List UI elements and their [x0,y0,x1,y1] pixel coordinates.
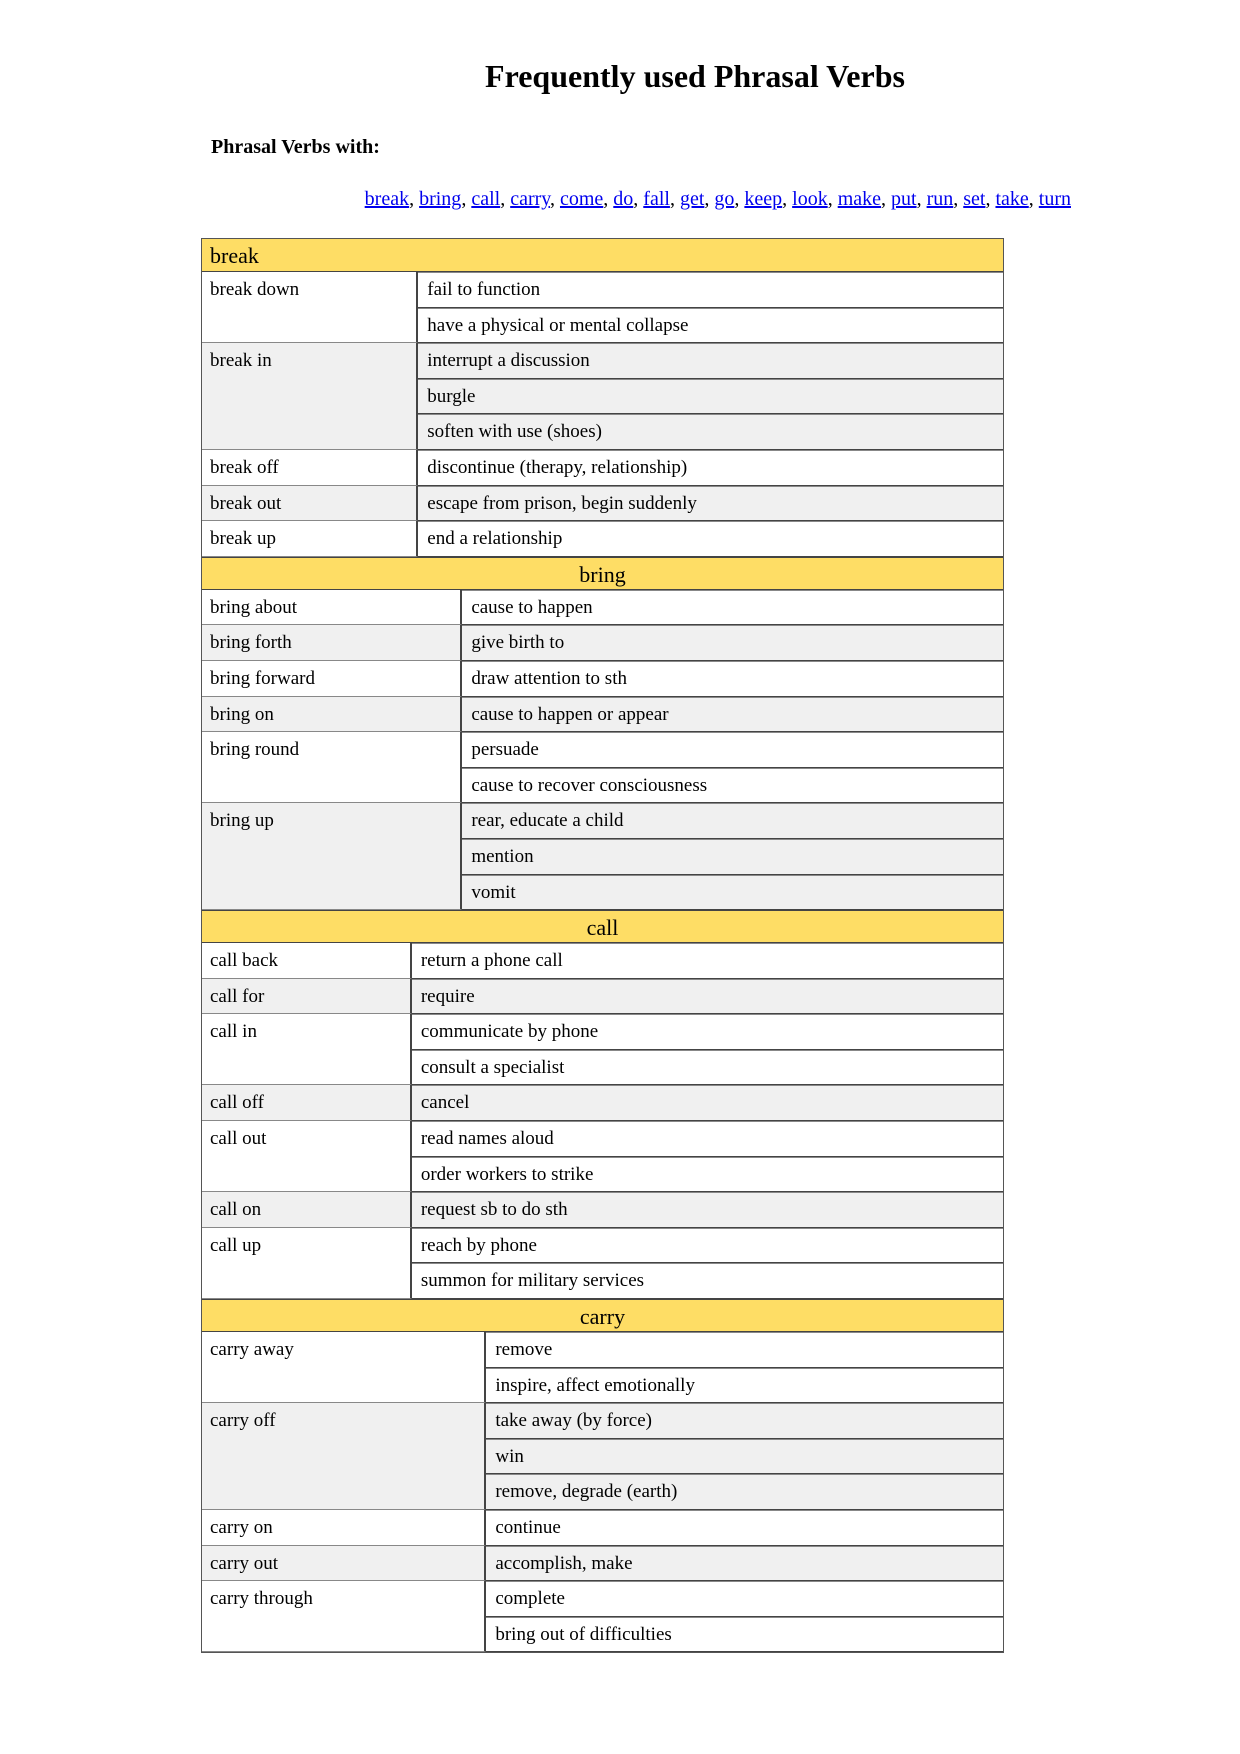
phrasal-verb: break down [202,272,418,343]
section-call [202,910,1003,1299]
page-title: Frequently used Phrasal Verbs [485,58,905,94]
table-row [202,1581,1003,1652]
definitions [486,1510,1003,1546]
verb-link-carry[interactable]: carry [510,188,550,210]
definitions [418,521,1003,557]
definition: cause to happen [462,590,1003,626]
section-bring [202,557,1003,910]
definition: discontinue (therapy, relationship) [418,450,1003,486]
verb-link-fall[interactable]: fall [643,188,670,210]
phrasal-verb: bring about [202,590,462,626]
definition: fail to function [418,272,1003,308]
phrasal-verb: carry on [202,1510,486,1546]
link-separator: , [985,188,996,210]
verb-link-keep[interactable]: keep [744,188,783,210]
definitions [418,343,1003,450]
table-row [202,732,1003,803]
definition: mention [462,839,1003,875]
verb-link-call[interactable]: call [471,188,501,210]
definitions [412,979,1003,1015]
phrasal-verb: carry through [202,1581,486,1652]
link-separator: , [500,188,511,210]
definition: take away (by force) [486,1403,1003,1439]
phrasal-verb: call on [202,1192,412,1228]
definition: burgle [418,379,1003,415]
definition: read names aloud [412,1121,1003,1157]
definitions [486,1546,1003,1582]
link-separator: , [827,188,838,210]
definition: soften with use (shoes) [418,414,1003,450]
definition: remove [486,1332,1003,1368]
definition: rear, educate a child [462,803,1003,839]
definition: summon for military services [412,1263,1003,1299]
definitions [462,732,1003,803]
link-separator: , [953,188,964,210]
verb-link-do[interactable]: do [613,188,634,210]
definition: require [412,979,1003,1015]
phrasal-verb: carry off [202,1403,486,1510]
verb-link-bring[interactable]: bring [419,188,462,210]
section-carry [202,1299,1003,1652]
definition: consult a specialist [412,1050,1003,1086]
table-row [202,661,1003,697]
definitions [412,943,1003,979]
definition: vomit [462,875,1003,911]
verb-link-break[interactable]: break [364,188,410,210]
definition: communicate by phone [412,1014,1003,1050]
table-row [202,1510,1003,1546]
link-separator: , [461,188,472,210]
link-separator: , [409,188,420,210]
definitions [412,1121,1003,1192]
table-row [202,1403,1003,1510]
table-row [202,486,1003,522]
verb-link-make[interactable]: make [837,188,882,210]
definitions [486,1332,1003,1403]
section-heading: break [202,239,1003,272]
verb-link-go[interactable]: go [714,188,735,210]
verb-link-run[interactable]: run [926,188,954,210]
phrasal-verb: call off [202,1085,412,1121]
definition: bring out of difficulties [486,1617,1003,1653]
verb-links [0,188,1071,211]
link-separator: , [881,188,892,210]
subtitle: Phrasal Verbs with: [211,136,380,158]
definition: return a phone call [412,943,1003,979]
definition: continue [486,1510,1003,1546]
definition: cause to recover consciousness [462,768,1003,804]
link-separator: , [603,188,614,210]
phrasal-verb: break off [202,450,418,486]
definitions [462,590,1003,626]
verb-link-come[interactable]: come [559,188,604,210]
table-row [202,803,1003,910]
definitions [462,697,1003,733]
phrasal-verb: break in [202,343,418,450]
phrasal-verb: call for [202,979,412,1015]
table-row [202,1228,1003,1299]
definition: complete [486,1581,1003,1617]
definition: cancel [412,1085,1003,1121]
section-heading: bring [202,557,1003,590]
phrasal-verb: carry out [202,1546,486,1582]
phrasal-verb: call in [202,1014,412,1085]
table-row [202,343,1003,450]
definition: remove, degrade (earth) [486,1474,1003,1510]
section-heading: call [202,910,1003,943]
definitions [418,486,1003,522]
phrasal-verb: bring forward [202,661,462,697]
table-row [202,1192,1003,1228]
definitions [462,661,1003,697]
table-row [202,1085,1003,1121]
phrasal-verb: break out [202,486,418,522]
table-row [202,625,1003,661]
phrasal-verb: bring up [202,803,462,910]
phrasal-verb: call back [202,943,412,979]
table-row [202,1121,1003,1192]
definition: cause to happen or appear [462,697,1003,733]
definition: accomplish, make [486,1546,1003,1582]
table-row [202,979,1003,1015]
link-separator: , [669,188,680,210]
verb-link-put[interactable]: put [891,188,917,210]
definitions [418,272,1003,343]
phrasal-verb: bring on [202,697,462,733]
definition: interrupt a discussion [418,343,1003,379]
link-separator: , [1028,188,1039,210]
definition: draw attention to sth [462,661,1003,697]
link-separator: , [633,188,644,210]
phrasal-verb: carry away [202,1332,486,1403]
definition: order workers to strike [412,1157,1003,1193]
link-separator: , [734,188,745,210]
verb-link-set[interactable]: set [963,188,986,210]
definition: inspire, affect emotionally [486,1368,1003,1404]
section-heading: carry [202,1299,1003,1332]
phrasal-verb: call up [202,1228,412,1299]
table-row [202,697,1003,733]
definitions [486,1581,1003,1652]
link-separator: , [549,188,560,210]
link-separator: , [916,188,927,210]
link-separator: , [704,188,715,210]
table-row [202,450,1003,486]
definitions [412,1014,1003,1085]
definition: give birth to [462,625,1003,661]
verb-link-get[interactable]: get [679,188,705,210]
phrasal-verb: break up [202,521,418,557]
definitions [418,450,1003,486]
table-row [202,1014,1003,1085]
verb-link-turn[interactable]: turn [1038,188,1071,210]
table-row [202,1332,1003,1403]
verb-link-take[interactable]: take [995,188,1029,210]
definition: persuade [462,732,1003,768]
table-row [202,1546,1003,1582]
definitions [412,1192,1003,1228]
phrasal-verb: bring round [202,732,462,803]
table-row [202,521,1003,557]
definition: escape from prison, begin suddenly [418,486,1003,522]
phrasal-verb: call out [202,1121,412,1192]
phrasal-verb-table [201,238,1004,1653]
definition: win [486,1439,1003,1475]
link-separator: , [782,188,793,210]
definitions [462,625,1003,661]
definitions [412,1228,1003,1299]
definition: request sb to do sth [412,1192,1003,1228]
verb-link-look[interactable]: look [792,188,828,210]
table-row [202,943,1003,979]
definition: have a physical or mental collapse [418,308,1003,344]
section-break [202,239,1003,557]
definition: reach by phone [412,1228,1003,1264]
table-row [202,590,1003,626]
definitions [486,1403,1003,1510]
definitions [462,803,1003,910]
definition: end a relationship [418,521,1003,557]
phrasal-verb: bring forth [202,625,462,661]
table-row [202,272,1003,343]
definitions [412,1085,1003,1121]
